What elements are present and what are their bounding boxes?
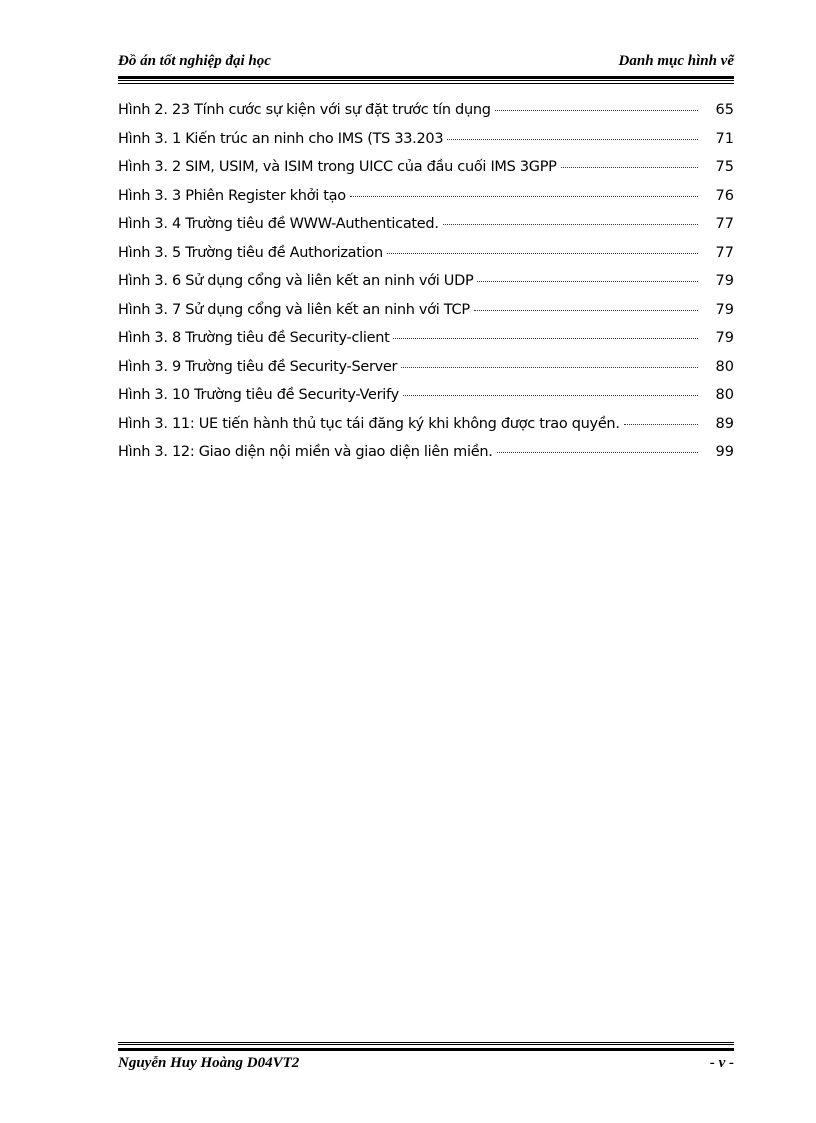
toc-entry[interactable] [118,159,734,188]
toc-leader [350,196,698,197]
footer-rule [118,1042,734,1051]
toc-leader [497,452,698,453]
toc-leader [495,110,698,111]
toc-leader [477,281,698,282]
page-header [118,53,734,73]
toc-entry-label: Hình 3. 7 Sử dụng cổng và liên kết an ninh với TCP [118,301,470,318]
toc-entry-page: 75 [715,159,734,175]
toc-entry-page: 80 [715,358,734,375]
toc-entry-label: Hình 3. 9 Trường tiêu đề Security-Server [118,358,398,375]
header-section: Danh mục hình vẽ [618,53,734,69]
toc-leader [401,367,698,368]
toc-entry[interactable] [118,444,734,473]
toc-entry-page: 77 [715,216,734,232]
toc-entry[interactable] [118,416,734,445]
toc-entry-label: Hình 3. 2 SIM, USIM, và ISIM trong UICC của đầu cuối IMS 3GPP [118,159,557,175]
toc-entry-label: Hình 3. 12: Giao diện nội miền và giao diện liên miền. [118,444,493,460]
toc-entry-label: Hình 2. 23 Tính cước sự kiện với sự đặt trước tín dụng [118,102,491,118]
toc-leader [393,338,698,339]
toc-leader [403,395,698,396]
toc-entry-label: Hình 3. 6 Sử dụng cổng và liên kết an ninh với UDP [118,273,474,289]
toc-entry-page: 79 [715,301,734,318]
toc-entry[interactable] [118,273,734,302]
toc-entry[interactable] [118,102,734,131]
toc-entry-label: Hình 3. 11: UE tiến hành thủ tục tái đăng ký khi không được trao quyền. [118,415,620,432]
toc-entry-label: Hình 3. 3 Phiên Register khởi tạo [118,187,346,204]
toc-entry-page: 89 [715,415,734,432]
toc-leader [474,310,698,311]
toc-leader [624,424,698,425]
toc-entry[interactable] [118,245,734,274]
toc-entry[interactable] [118,359,734,388]
toc-entry-label: Hình 3. 10 Trường tiêu đề Security-Verify [118,387,399,403]
toc-entry-label: Hình 3. 4 Trường tiêu đề WWW-Authenticated. [118,216,439,232]
toc-entry[interactable] [118,387,734,416]
page-footer [118,1055,734,1075]
toc-entry-page: 76 [715,187,734,204]
page-number: - v - [709,1055,734,1071]
toc-entry-page: 65 [715,102,734,118]
footer-author: Nguyễn Huy Hoàng D04VT2 [118,1055,300,1071]
toc-leader [443,224,698,225]
toc-leader [447,139,698,140]
toc-entry[interactable] [118,302,734,331]
toc-entry-page: 79 [715,330,734,346]
toc-entry-page: 80 [715,387,734,403]
toc-entry[interactable] [118,188,734,217]
toc-leader [561,167,698,168]
toc-entry-label: Hình 3. 8 Trường tiêu đề Security-client [118,330,390,346]
toc-entry-label: Hình 3. 1 Kiến trúc an ninh cho IMS (TS 33.203 [118,130,444,147]
toc-entry[interactable] [118,330,734,359]
toc-entry-page: 79 [715,273,734,289]
toc-entry-label: Hình 3. 5 Trường tiêu đề Authorization [118,244,383,261]
figure-list [118,102,734,473]
toc-entry-page: 71 [715,130,734,147]
toc-leader [387,253,698,254]
toc-entry-page: 99 [715,444,734,460]
header-rule [118,76,734,84]
toc-entry[interactable] [118,131,734,160]
header-title: Đồ án tốt nghiệp đại học [118,53,271,69]
toc-entry[interactable] [118,216,734,245]
toc-entry-page: 77 [715,244,734,261]
